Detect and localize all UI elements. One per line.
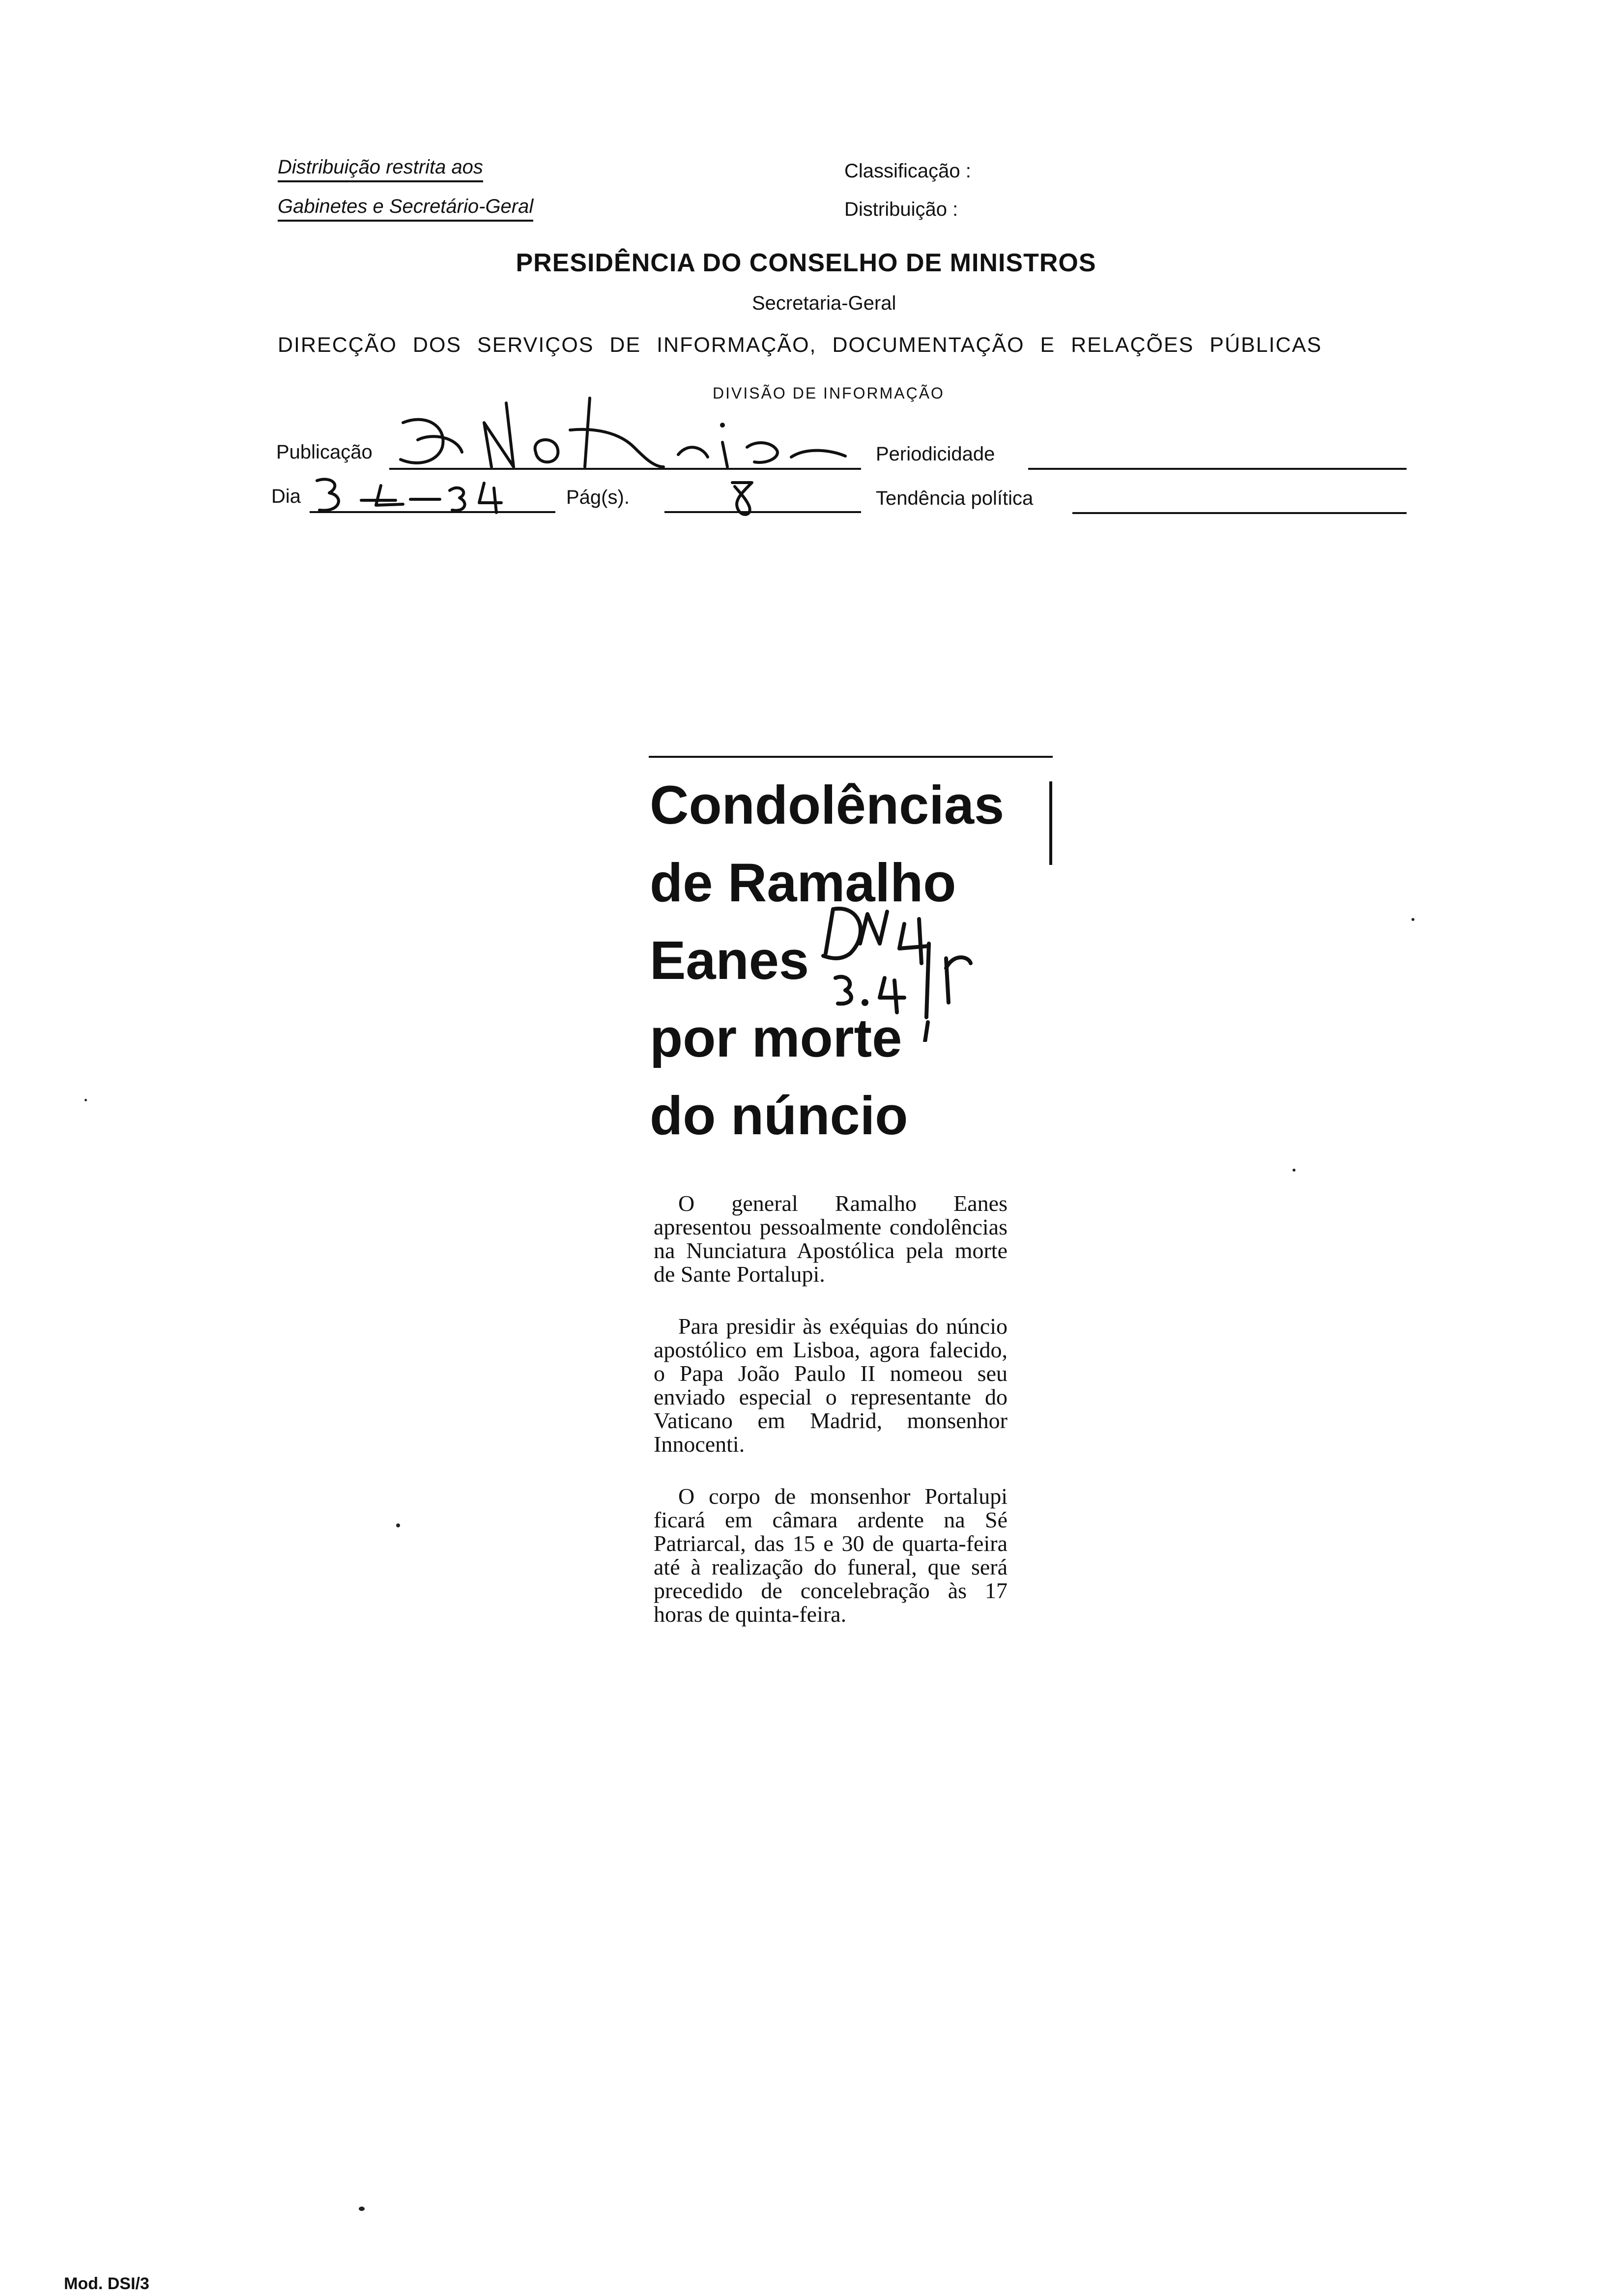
day-label: Dia — [271, 486, 301, 507]
restricted-distribution-line2: Gabinetes e Secretário-Geral — [278, 196, 533, 222]
headline-line-3: Eanes — [650, 930, 809, 991]
article-paragraph-2: Para presidir às exéquias do núncio apostólico em Lisboa, agora falecido, o Papa João Paulo II nomeou seu enviado especial o representante do Vaticano em Madrid, monsenhor Innocenti. — [654, 1314, 1008, 1457]
pages-handwriting — [722, 478, 762, 522]
secretariat-title: Secretaria-Geral — [752, 292, 896, 314]
restricted-distribution-line1: Distribuição restrita aos — [278, 156, 483, 182]
periodicity-label: Periodicidade — [876, 443, 995, 465]
article-paragraph-3: O corpo de monsenhor Portalupi ficará em câmara ardente na Sé Patriarcal, das 15 e 30 de quarta-feira até à realização do funeral, que será precedido de concelebração às 17 horas de quinta-feira. — [654, 1484, 1008, 1627]
distribution-label: Distribuição : — [844, 199, 958, 220]
form-code: Mod. DSI/3 — [64, 2274, 149, 2293]
headline-line-4: por morte — [650, 1008, 902, 1068]
headline-line-5: do núncio — [650, 1086, 908, 1146]
handwritten-annotation — [806, 899, 983, 1042]
division-title: DIVISÃO DE INFORMAÇÃO — [713, 384, 945, 402]
article-paragraph-1: O general Ramalho Eanes apresentou pessoalmente condolências na Nunciatura Apostólica pela morte de Sante Portalupi. — [654, 1191, 1008, 1287]
headline-line-2: de Ramalho — [650, 853, 956, 913]
pages-field-line — [664, 511, 861, 513]
directorate-title: DIRECÇÃO DOS SERVIÇOS DE INFORMAÇÃO, DOCUMENTAÇÃO E RELAÇÕES PÚBLICAS — [278, 333, 1322, 357]
periodicity-field-line — [1028, 468, 1407, 470]
scan-speck — [1293, 1169, 1295, 1172]
political-tendency-field-line — [1072, 512, 1407, 514]
publication-handwriting — [388, 393, 860, 477]
headline-line-1: Condolências — [650, 775, 1005, 835]
clipping-side-rule — [1049, 781, 1052, 865]
scan-speck — [359, 2207, 365, 2211]
scan-speck — [85, 1099, 87, 1101]
publication-label: Publicação — [276, 441, 373, 463]
classification-label: Classificação : — [844, 160, 971, 182]
article-body — [654, 1192, 1008, 1655]
presidency-title: PRESIDÊNCIA DO CONSELHO DE MINISTROS — [516, 249, 1096, 277]
scan-speck — [396, 1523, 400, 1527]
clipping-top-rule — [649, 756, 1053, 758]
pages-label: Pág(s). — [566, 487, 630, 508]
day-handwriting — [307, 471, 514, 520]
scan-speck — [1411, 918, 1414, 921]
political-tendency-label: Tendência política — [876, 488, 1034, 509]
